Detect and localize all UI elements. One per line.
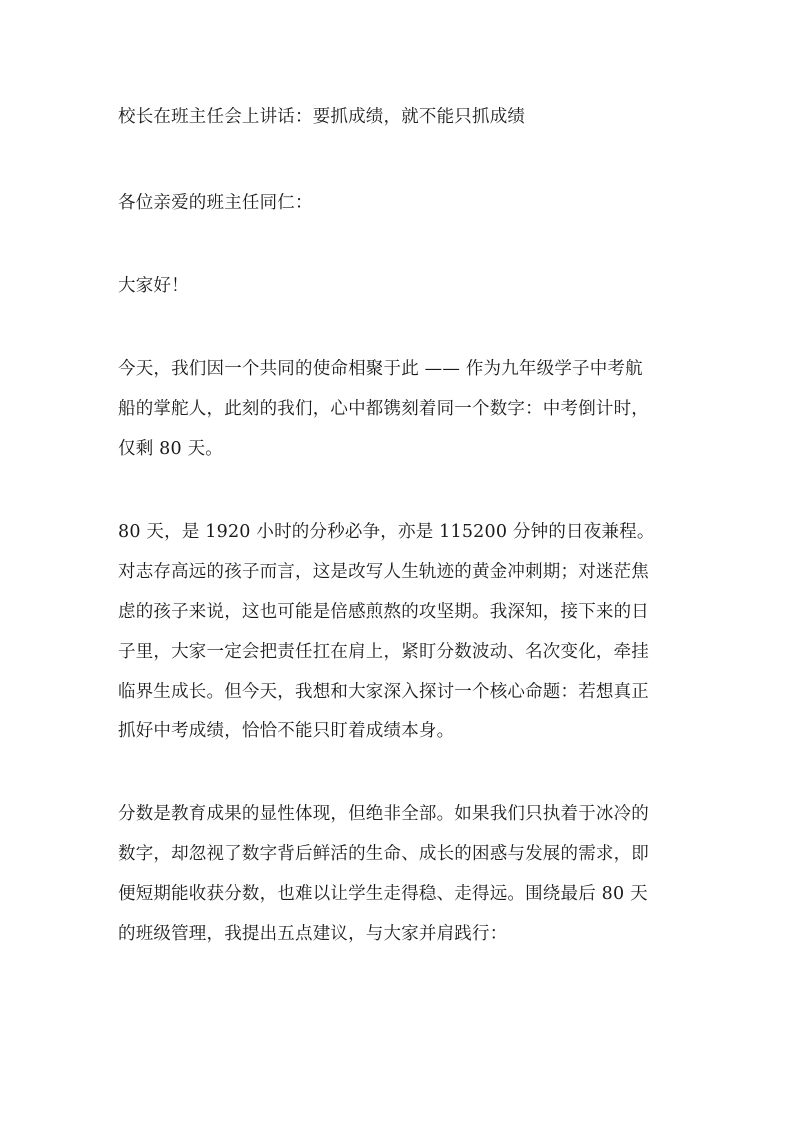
paragraph-line: 便短期能收获分数，也难以让学生走得稳、走得远。围绕最后 80 天 xyxy=(118,884,648,904)
paragraph-line: 仅剩 80 天。 xyxy=(118,439,223,459)
paragraph-line: 虑的孩子来说，这也可能是倍感煎熬的攻坚期。我深知，接下来的日 xyxy=(118,602,649,622)
document-title: 校长在班主任会上讲话：要抓成绩，就不能只抓成绩 xyxy=(118,107,526,127)
paragraph-line: 的班级管理，我提出五点建议，与大家并肩践行： xyxy=(118,924,508,944)
paragraph-line: 抓好中考成绩，恰恰不能只盯着成绩本身。 xyxy=(118,721,455,741)
paragraph-line: 数字，却忽视了数字背后鲜活的生命、成长的困惑与发展的需求，即 xyxy=(118,844,649,864)
paragraph-line: 今天，我们因一个共同的使命相聚于此 —— 作为九年级学子中考航 xyxy=(118,359,643,379)
paragraph-line: 船的掌舵人，此刻的我们，心中都镌刻着同一个数字：中考倒计时， xyxy=(118,399,649,419)
paragraph-line: 分数是教育成果的显性体现，但绝非全部。如果我们只执着于冰冷的 xyxy=(118,804,649,824)
paragraph-line: 80 天，是 1920 小时的分秒必争，亦是 115200 分钟的日夜兼程。 xyxy=(118,522,655,542)
paragraph-line: 对志存高远的孩子而言，这是改写人生轨迹的黄金冲刺期；对迷茫焦 xyxy=(118,562,649,582)
paragraph-line: 子里，大家一定会把责任扛在肩上，紧盯分数波动、名次变化，牵挂 xyxy=(118,642,649,662)
hello-line: 大家好！ xyxy=(118,276,189,296)
greeting: 各位亲爱的班主任同仁： xyxy=(118,193,313,213)
paragraph-line: 临界生成长。但今天，我想和大家深入探讨一个核心命题：若想真正 xyxy=(118,682,649,702)
